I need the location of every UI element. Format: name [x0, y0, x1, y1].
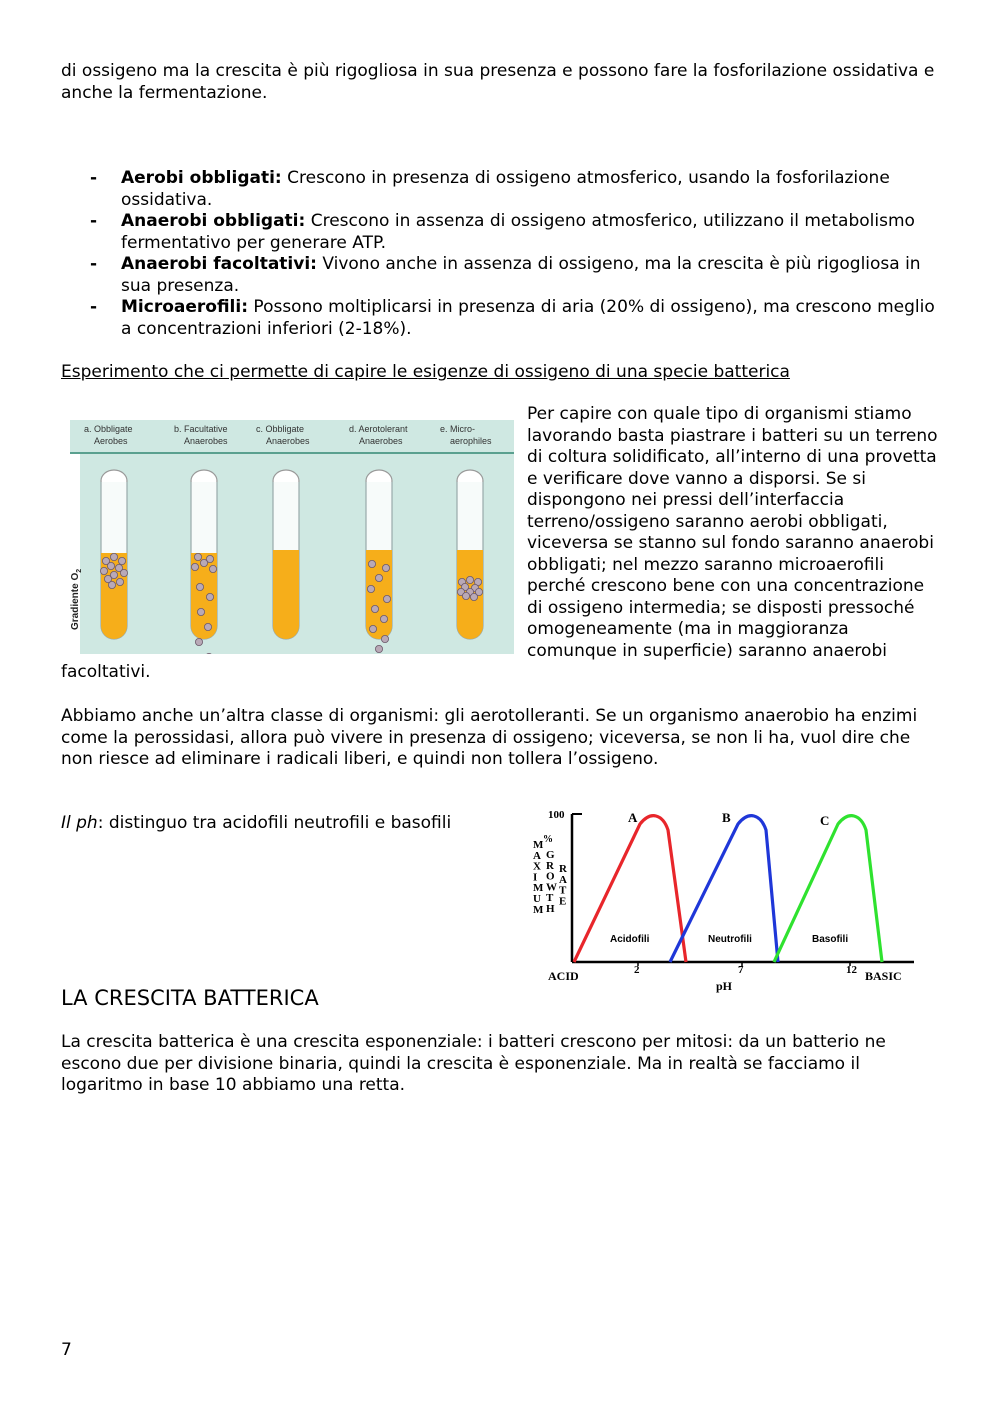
ph-intro — [61, 813, 451, 835]
experiment-title: Esperimento che ci permette di capire le esigenze di ossigeno di una specie batterica — [61, 362, 790, 382]
colony-dot — [100, 567, 107, 574]
colony-dot — [197, 608, 204, 615]
tube-label: Anaerobes — [184, 436, 228, 446]
list-item-text: Crescono in presenza di ossigeno atmosferico, usando la fosforilazione ossidativa. — [121, 168, 890, 210]
section-title: LA CRESCITA BATTERICA — [61, 986, 319, 1010]
colony-dot — [367, 585, 374, 592]
colony-dot — [368, 560, 375, 567]
colony-dot — [209, 565, 216, 572]
colony-dot — [196, 583, 203, 590]
list-item — [90, 211, 950, 254]
bullet-dash: - — [90, 168, 98, 188]
colony-dot — [107, 562, 114, 569]
colony-dot — [206, 593, 213, 600]
colony-dot — [371, 605, 378, 612]
x-left-label: ACID — [548, 969, 579, 983]
x-axis-title: pH — [716, 979, 733, 993]
colony-dot — [470, 593, 477, 600]
colony-dot — [375, 574, 382, 581]
curve-name: Basofili — [812, 934, 849, 945]
colony-dot — [195, 638, 202, 645]
colony-dot — [191, 563, 198, 570]
colony-dot — [120, 569, 127, 576]
oxygen-tubes-figure — [64, 408, 514, 654]
intro-paragraph: di ossigeno ma la crescita è più rigogliosa in sua presenza e possono fare la fosforilazione ossidativa e anche la fermentazione. — [61, 61, 935, 103]
colony-dot — [110, 553, 117, 560]
tube-label: Anaerobes — [359, 436, 403, 446]
curve-letter: A — [628, 810, 638, 825]
list-item-text: Possono moltiplicarsi in presenza di aria (20% di ossigeno), ma crescono meglio a concentrazioni inferiori (2-18%). — [121, 297, 935, 339]
aerotolerant-paragraph: Abbiamo anche un’altra classe di organismi: gli aerotolleranti. Se un organismo anaerobio ha enzimi come la perossidasi, allora può vivere in presenza di ossigeno; viceversa, se non li ha, vuol dire che non riesce ad eliminare i radicali liberi, e quindi non tollera l’ossigeno. — [61, 706, 918, 769]
list-item-term: Anaerobi obbligati: — [121, 211, 306, 231]
tube-label: Aerobes — [94, 436, 128, 446]
colony-dot — [108, 581, 115, 588]
y-axis-letters: R A T E — [559, 863, 567, 908]
y-top-label: 100 — [548, 809, 565, 821]
list-item-text: Crescono in assenza di ossigeno atmosferico, utilizzano il metabolismo fermentativo per generare ATP. — [121, 211, 915, 253]
x-tick-label: 12 — [846, 964, 857, 976]
ph-growth-chart — [528, 800, 928, 1000]
colony-dot — [200, 559, 207, 566]
page-number: 7 — [61, 1340, 72, 1360]
oxygen-classes-list — [90, 168, 950, 340]
colony-dot — [380, 615, 387, 622]
y-axis-letters: G R O W T H — [546, 849, 557, 915]
bullet-dash: - — [90, 254, 98, 274]
ph-text: : distinguo tra acidofili neutrofili e basofili — [97, 813, 452, 833]
colony-dot — [381, 635, 388, 642]
x-tick-label: 7 — [738, 964, 744, 976]
bullet-dash: - — [90, 211, 98, 231]
y-axis-letters: M A X I M U M — [533, 839, 544, 916]
curve-letter: C — [820, 813, 830, 828]
colony-dot — [466, 576, 473, 583]
list-item-term: Microaerofili: — [121, 297, 249, 317]
tube-label: aerophiles — [450, 436, 492, 446]
oxygen-gradient-label: Gradiente $O_2$ — [70, 568, 83, 630]
list-item — [90, 168, 950, 211]
colony-dot — [375, 645, 382, 652]
list-item-term: Aerobi obbligati: — [121, 168, 282, 188]
curve-name: Neutrofili — [708, 934, 752, 945]
colony-dot — [118, 557, 125, 564]
curve-letter: B — [722, 810, 731, 825]
bullet-dash: - — [90, 297, 98, 317]
list-item — [90, 254, 950, 297]
tube-medium — [273, 550, 299, 639]
tube-label: a. Obbligate — [84, 424, 133, 434]
list-item — [90, 297, 950, 340]
experiment-paragraph: Per capire con quale tipo di organismi stiamo lavorando basta piastrare i batteri su un terreno di coltura solidificato, all’interno di una provetta e verificare dove vanno a disporsi. Se si dispongono nei pressi dell’interfaccia terreno/ossigeno saranno aerobi obbligati, viceversa se stanno sul fondo saranno anaerobi obbligati; nel mezzo saranno microaerofili perché crescono bene con una concentrazione di ossigeno intermedia; se disposti pressoché omogeneamente (ma in maggioranza comunque in superficie) saranno anaerobi facoltativi. — [61, 404, 938, 682]
list-item-term: Anaerobi facoltativi: — [121, 254, 317, 274]
tube-label: d. Aerotolerant — [349, 424, 408, 434]
colony-dot — [462, 592, 469, 599]
x-tick-label: 2 — [634, 964, 640, 976]
list-item-text: Vivono anche in assenza di ossigeno, ma la crescita è più rigogliosa in sua presenza. — [121, 254, 921, 296]
colony-dot — [116, 578, 123, 585]
curve-name: Acidofili — [610, 934, 650, 945]
ph-term: Il ph — [61, 813, 98, 833]
tube-label: b. Facultative — [174, 424, 228, 434]
colony-dot — [204, 623, 211, 630]
x-right-label: BASIC — [865, 969, 902, 983]
tube-label: e. Micro- — [440, 424, 476, 434]
colony-dot — [369, 625, 376, 632]
growth-paragraph: La crescita batterica è una crescita esponenziale: i batteri crescono per mitosi: da un batterio ne escono due per divisione binaria, quindi la crescita è esponenziale. Ma in realtà se facciamo il logaritmo in base 10 abbiamo una retta. — [61, 1032, 886, 1095]
tube-label: c. Obbligate — [256, 424, 305, 434]
tube-label: Anaerobes — [266, 436, 310, 446]
colony-dot — [383, 595, 390, 602]
colony-dot — [194, 553, 201, 560]
colony-dot — [382, 564, 389, 571]
y-percent-label: % — [543, 834, 553, 845]
